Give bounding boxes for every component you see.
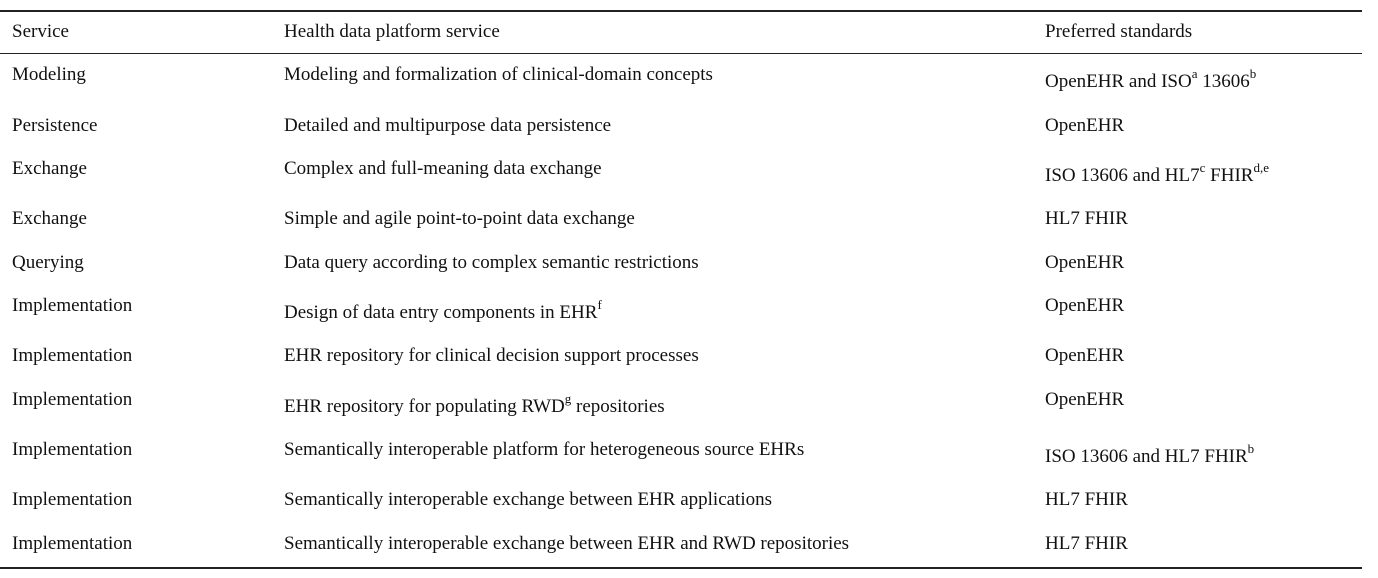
footnote-marker: b [1249,66,1257,81]
header-bottom-rule [0,53,1362,54]
platform-service-cell [284,391,665,418]
preferred-standards-cell [1045,115,1124,137]
service-cell [12,533,132,555]
service-cell [12,295,132,317]
cell-text: Exchange [12,158,87,179]
cell-text: 13606 [1197,71,1250,92]
cell-text: Implementation [12,345,133,366]
platform-service-cell [284,345,699,367]
table-bottom-rule [0,567,1362,569]
cell-text: Implementation [12,489,133,510]
cell-text: Modeling [12,64,86,85]
footnote-marker: d,e [1253,160,1269,175]
service-cell [12,389,132,411]
cell-text: Data query according to complex semantic restrictions [284,252,699,273]
cell-text: Querying [12,252,84,273]
cell-text: Complex and full-meaning data exchange [284,158,602,179]
cell-text: Implementation [12,533,133,554]
footnote-marker: b [1247,441,1255,456]
footnote-marker: c [1199,160,1206,175]
cell-text: Implementation [12,389,133,410]
cell-text: Semantically interoperable exchange between EHR applications [284,489,773,510]
cell-text: Implementation [12,439,133,460]
cell-text: OpenEHR and ISO [1045,71,1192,92]
preferred-standards-cell [1045,489,1128,511]
cell-text: OpenEHR [1045,295,1125,316]
platform-service-cell [284,115,611,137]
cell-text: Exchange [12,208,87,229]
platform-service-cell [284,252,699,274]
cell-text: FHIR [1205,165,1254,186]
column-header: Preferred standards [1045,21,1193,42]
cell-text: Detailed and multipurpose data persistence [284,115,612,136]
service-cell [12,158,87,180]
service-cell [12,252,84,274]
cell-text: Semantically interoperable exchange between EHR and RWD repositories [284,533,850,554]
cell-text: Modeling and formalization of clinical-domain concepts [284,64,713,85]
cell-text: OpenEHR [1045,345,1125,366]
service-cell [12,115,97,137]
service-cell [12,345,132,367]
preferred-standards-cell [1045,252,1124,274]
cell-text: OpenEHR [1045,389,1125,410]
cell-text: Semantically interoperable platform for heterogeneous source EHRs [284,439,805,460]
table-top-rule [0,10,1362,12]
platform-service-cell [284,208,635,230]
column-header: Health data platform service [284,21,500,42]
cell-text: OpenEHR [1045,252,1125,273]
platform-service-cell [284,64,713,86]
preferred-standards-cell [1045,389,1124,411]
service-cell [12,64,86,86]
service-cell [12,439,132,461]
platform-service-cell [284,297,602,324]
cell-text: ISO 13606 and HL7 FHIR [1045,446,1248,467]
platform-service-cell [284,439,804,461]
footnote-marker: a [1191,66,1198,81]
preferred-standards-cell [1045,345,1124,367]
preferred-standards-cell [1045,208,1128,230]
cell-text: repositories [571,396,665,417]
cell-text: OpenEHR [1045,115,1125,136]
service-cell [12,208,87,230]
cell-text: ISO 13606 and HL7 [1045,165,1200,186]
footnote-marker: f [597,297,602,312]
platform-service-cell [284,158,602,180]
preferred-standards-cell [1045,66,1257,93]
preferred-standards-cell [1045,160,1269,187]
cell-text: Persistence [12,115,98,136]
cell-text: HL7 FHIR [1045,208,1128,229]
preferred-standards-cell [1045,533,1128,555]
cell-text: Implementation [12,295,133,316]
service-cell [12,489,132,511]
column-header: Service [12,21,69,42]
cell-text: EHR repository for populating RWD [284,396,565,417]
footnote-marker: g [564,391,572,406]
cell-text: Design of data entry components in EHR [284,302,598,323]
platform-service-cell [284,533,849,555]
cell-text: HL7 FHIR [1045,489,1128,510]
preferred-standards-cell [1045,295,1124,317]
cell-text: Simple and agile point-to-point data exchange [284,208,635,229]
cell-text: HL7 FHIR [1045,533,1128,554]
platform-service-cell [284,489,772,511]
preferred-standards-cell [1045,441,1255,468]
cell-text: EHR repository for clinical decision support processes [284,345,699,366]
